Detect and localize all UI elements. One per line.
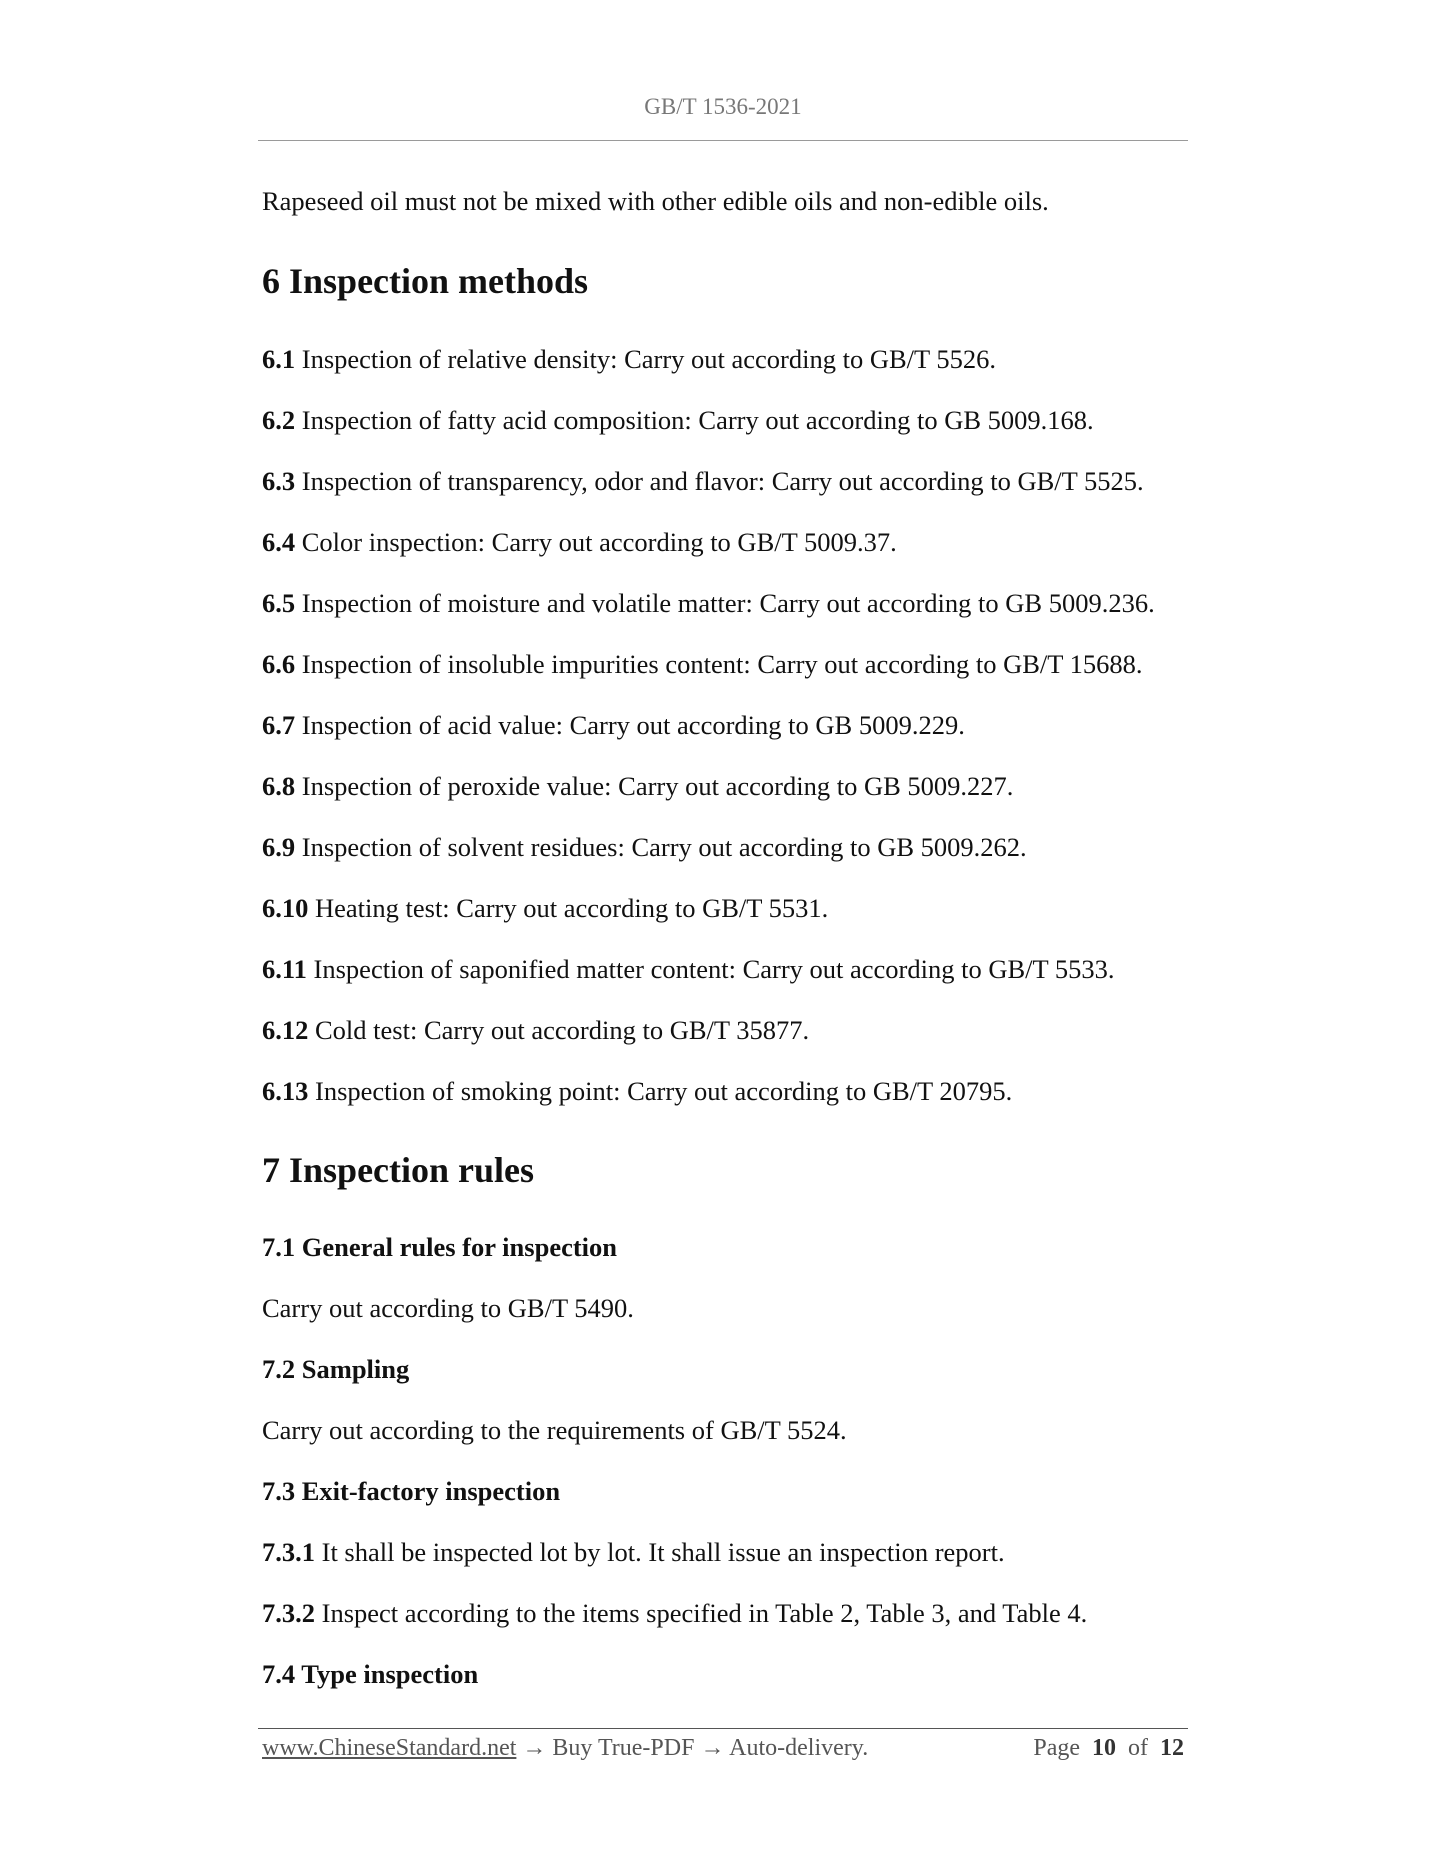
clause-6-2 [262,404,1094,436]
clause-text: It shall be inspected lot by lot. It shall issue an inspection report. [321,1537,1005,1567]
clause-6-11 [262,953,1115,985]
clause-number: 6.12 [262,1015,309,1045]
footer-delivery-text: Auto-delivery. [729,1735,869,1761]
clause-6-8 [262,770,1013,802]
clause-number: 6.4 [262,527,296,557]
clause-7-3-1 [262,1536,1005,1568]
clause-number: 6.10 [262,893,309,923]
header-divider [258,140,1188,141]
chinesestandard-link[interactable]: www.ChineseStandard.net [262,1735,517,1761]
page-label: Page [1033,1735,1080,1761]
clause-text: Inspection of moisture and volatile matter: Carry out according to GB 5009.236. [301,588,1155,618]
subsection-7-1-text: Carry out according to GB/T 5490. [262,1293,634,1323]
clause-6-9 [262,831,1027,863]
clause-number: 7.3.2 [262,1598,315,1628]
subsection-7-1-heading: 7.1 General rules for inspection [262,1232,618,1262]
clause-6-10 [262,892,828,924]
footer-divider [258,1728,1188,1729]
clause-number: 6.1 [262,344,296,374]
subsection-7-2-text: Carry out according to the requirements of GB/T 5524. [262,1415,847,1445]
clause-number: 6.8 [262,771,296,801]
clause-text: Inspection of insoluble impurities content: Carry out according to GB/T 15688. [301,649,1143,679]
subsection-7-4-heading: 7.4 Type inspection [262,1659,479,1689]
clause-6-4 [262,526,897,558]
current-page: 10 [1092,1735,1116,1761]
footer-promo [262,1733,868,1763]
clause-number: 6.13 [262,1076,309,1106]
clause-text: Inspection of smoking point: Carry out according to GB/T 20795. [315,1076,1013,1106]
clause-text: Heating test: Carry out according to GB/T 5531. [315,893,829,923]
arrow-right-icon: → [700,1735,725,1761]
section-6-heading: 6 Inspection methods [262,261,589,301]
section-7-heading: 7 Inspection rules [262,1150,535,1190]
clause-number: 6.11 [262,954,307,984]
clause-number: 6.5 [262,588,296,618]
clause-text: Color inspection: Carry out according to GB/T 5009.37. [301,527,897,557]
clause-text: Inspection of fatty acid composition: Carry out according to GB 5009.168. [301,405,1094,435]
clause-text: Inspection of acid value: Carry out according to GB 5009.229. [301,710,965,740]
clause-6-1 [262,343,996,375]
arrow-right-icon: → [522,1735,547,1761]
clause-text: Inspection of solvent residues: Carry out according to GB 5009.262. [301,832,1027,862]
subsection-7-3-heading: 7.3 Exit-factory inspection [262,1476,561,1506]
clause-number: 6.6 [262,649,296,679]
clause-number: 6.3 [262,466,296,496]
clause-6-6 [262,648,1143,680]
clause-6-5 [262,587,1155,619]
subsection-7-2-heading: 7.2 Sampling [262,1354,410,1384]
clause-7-3-2 [262,1597,1087,1629]
footer-buy-text: Buy True-PDF [552,1735,695,1761]
clause-6-7 [262,709,965,741]
clause-text: Inspection of peroxide value: Carry out according to GB 5009.227. [301,771,1014,801]
clause-text: Inspect according to the items specified in Table 2, Table 3, and Table 4. [321,1598,1088,1628]
clause-text: Inspection of relative density: Carry out according to GB/T 5526. [301,344,996,374]
total-pages: 12 [1160,1735,1184,1761]
clause-number: 6.2 [262,405,296,435]
clause-text: Inspection of transparency, odor and flavor: Carry out according to GB/T 5525. [301,466,1144,496]
clause-6-3 [262,465,1144,497]
clause-number: 6.7 [262,710,296,740]
clause-text: Inspection of saponified matter content: Carry out according to GB/T 5533. [313,954,1115,984]
clause-text: Cold test: Carry out according to GB/T 35877. [315,1015,810,1045]
clause-number: 7.3.1 [262,1537,315,1567]
page-number [1033,1733,1184,1763]
clause-number: 6.9 [262,832,296,862]
clause-6-12 [262,1014,809,1046]
clause-6-13 [262,1075,1012,1107]
of-label: of [1128,1735,1148,1761]
running-header: GB/T 1536-2021 [644,94,802,119]
intro-paragraph: Rapeseed oil must not be mixed with other edible oils and non-edible oils. [262,186,1049,216]
